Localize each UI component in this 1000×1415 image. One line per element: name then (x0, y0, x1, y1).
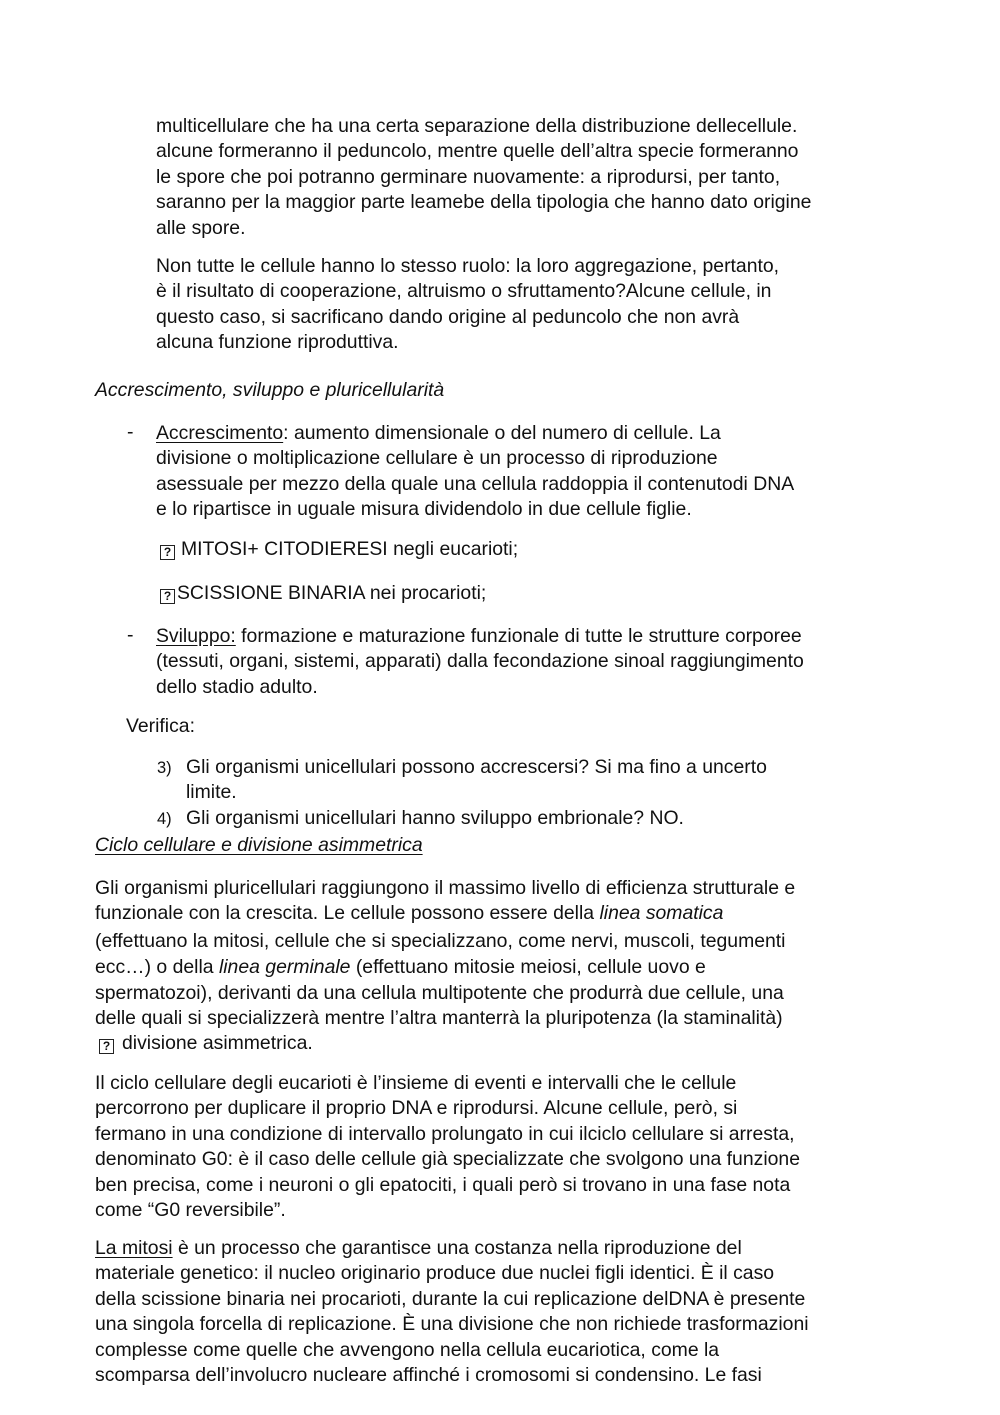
paragraph-aggregation-spores (156, 114, 811, 241)
text-line (156, 624, 804, 649)
term-linea-germinale: linea germinale (218, 956, 351, 979)
text-line: Gli organismi pluricellulari raggiungono il massimo livello di efficienza strutturale e (95, 877, 796, 899)
text-line (95, 901, 795, 926)
text-line: della scissione binaria nei procarioti, durante la cui replicazione delDNA è presente (95, 1287, 806, 1310)
text-line: ben precisa, come i neuroni o gli epatociti, i quali però si trovano in una fase nota (95, 1173, 791, 1196)
paragraph-mitosis (95, 1236, 809, 1388)
text-line (95, 1031, 795, 1056)
text-line: Non tutte le cellule hanno lo stesso ruolo: la loro aggregazione, pertanto, (156, 255, 780, 277)
text-line: asessuale per mezzo della quale una cellula raddoppia il contenutodi DNA (156, 472, 795, 495)
bullet-dash: - (127, 624, 134, 646)
text-line: è il risultato di cooperazione, altruismo o sfruttamento?Alcune cellule, in (156, 280, 772, 303)
text-line: percorrono per duplicare il proprio DNA e riprodursi. Alcune cellule, però, si (95, 1097, 738, 1120)
section-heading-cell-cycle: Ciclo cellulare e divisione asimmetrica (95, 834, 423, 856)
term-la-mitosi: La mitosi (95, 1237, 173, 1259)
missing-glyph-icon: ? (160, 589, 175, 604)
text-line: multicellulare che ha una certa separazione della distribuzione dellecellule. (156, 115, 798, 137)
text-line: le spore che poi potranno germinare nuovamente: a riprodursi, per tanto, (156, 165, 781, 188)
text-line: e lo ripartisce in uguale misura dividendolo in due cellule figlie. (156, 498, 692, 521)
text-run: (effettuano mitosie meiosi, cellule uovo e (350, 956, 706, 979)
text-line: alcune formeranno il peduncolo, mentre quelle dell’altra specie formeranno (156, 140, 799, 163)
paragraph-cell-cycle (95, 1071, 800, 1223)
text-run: funzionale con la crescita. Le cellule possono essere della (95, 902, 600, 925)
bullet-sviluppo (156, 624, 804, 700)
bullet-accrescimento (156, 421, 794, 523)
term-linea-somatica: linea somatica (599, 902, 724, 925)
text-line: Gli organismi unicellulari hanno sviluppo embrionale? NO. (186, 807, 684, 829)
text-line: divisione o moltiplicazione cellulare è un processo di riproduzione (156, 447, 718, 470)
text-line: limite. (186, 781, 237, 804)
text-line: denominato G0: è il caso delle cellule già specializzate che svolgono una funzione (95, 1148, 800, 1171)
text-line: Gli organismi unicellulari possono accrescersi? Si ma fino a uncerto (186, 756, 767, 778)
text-line: alcuna funzione riproduttiva. (156, 331, 399, 354)
text-line (95, 955, 795, 980)
text-line: materiale genetico: il nucleo originario produce due nuclei figli identici. È il caso (95, 1262, 775, 1285)
question-item (186, 755, 767, 806)
text-line: (effettuano la mitosi, cellule che si specializzano, come nervi, muscoli, tegumenti (95, 929, 786, 952)
text-line: questo caso, si sacrificano dando origine al peduncolo che non avrà (156, 305, 740, 328)
question-item (186, 806, 684, 831)
term-sviluppo: Sviluppo: (156, 625, 236, 647)
text-line: Il ciclo cellulare degli eucarioti è l’insieme di eventi e intervalli che le cellule (95, 1072, 737, 1094)
text-line: scomparsa dell’involucro nucleare affinché i cromosomi si condensino. Le fasi (95, 1364, 762, 1387)
text-run: ecc…) o della (95, 956, 219, 979)
scissione-text: SCISSIONE BINARIA nei procarioti; (177, 582, 487, 604)
missing-glyph-icon: ? (160, 545, 175, 560)
text-line: delle quali si specializzerà mentre l’altra manterrà la pluripotenza (la staminalità) (95, 1007, 783, 1030)
text-line: saranno per la maggior parte leamebe della tipologia che hanno dato origine (156, 191, 812, 214)
text-line: una singola forcella di replicazione. È una divisione che non richiede trasformazioni (95, 1313, 809, 1336)
text-line: dello stadio adulto. (156, 675, 318, 698)
text-run: divisione asimmetrica. (122, 1032, 313, 1055)
item-scissione (160, 581, 486, 606)
paragraph-pluricellular (95, 876, 795, 1057)
text-line (156, 421, 794, 446)
text-line: come “G0 reversibile”. (95, 1199, 286, 1222)
mitosi-text: MITOSI+ CITODIERESI negli eucarioti; (181, 538, 519, 560)
question-number: 4) (157, 810, 172, 828)
definition-text: : aumento dimensionale o del numero di cellule. La (283, 422, 721, 444)
text-line: spermatozoi), derivanti da una cellula multipotente che produrrà due cellule, una (95, 981, 784, 1004)
text-run: è un processo che garantisce una costanza nella riproduzione del (172, 1237, 742, 1259)
text-line: fermano in una condizione di intervallo prolungato in cui ilciclo cellulare si arresta, (95, 1122, 795, 1145)
paragraph-cooperation (156, 254, 779, 356)
missing-glyph-icon: ? (99, 1039, 114, 1054)
term-accrescimento: Accrescimento (156, 422, 284, 444)
question-number: 3) (157, 759, 172, 777)
verifica-label: Verifica: (126, 715, 195, 737)
text-line: complesse come quelle che avvengono nella cellula eucariotica, come la (95, 1338, 720, 1361)
bullet-dash: - (127, 421, 134, 443)
text-line: (tessuti, organi, sistemi, apparati) dalla fecondazione sinoal raggiungimento (156, 650, 804, 673)
section-heading-growth: Accrescimento, sviluppo e pluricellularità (95, 379, 445, 401)
text-line (95, 1236, 809, 1261)
text-line: alle spore. (156, 216, 246, 239)
definition-text: formazione e maturazione funzionale di tutte le strutture corporee (235, 625, 802, 647)
item-mitosi (160, 537, 518, 562)
